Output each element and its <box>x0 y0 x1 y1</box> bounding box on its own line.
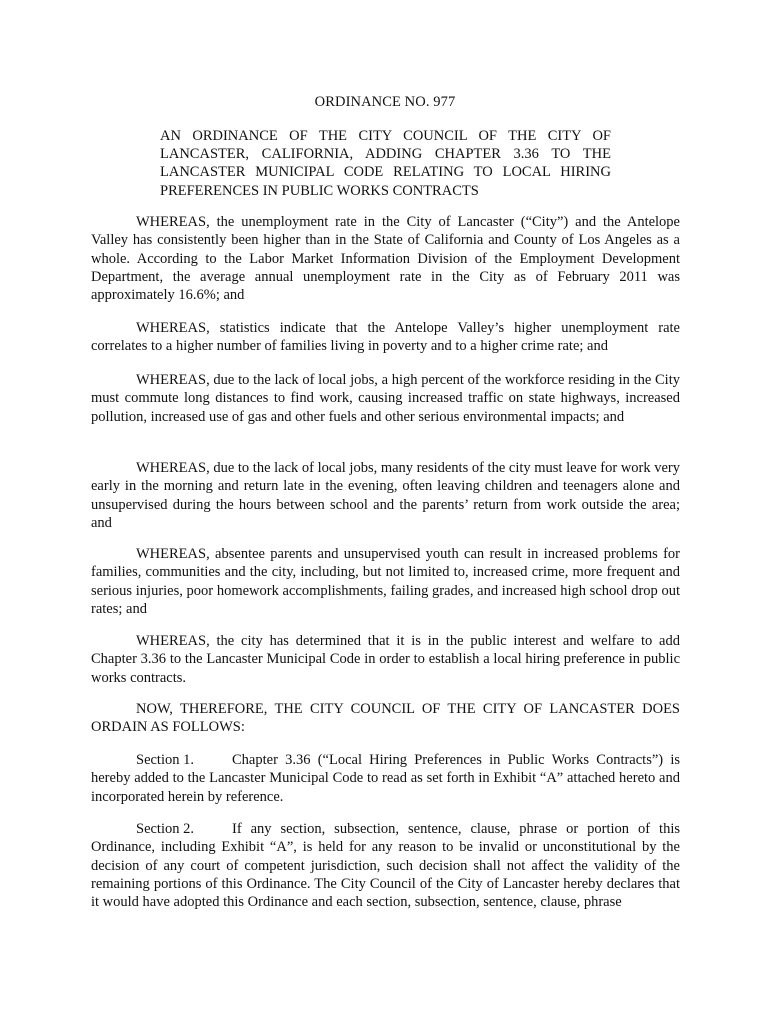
whereas-paragraph-6: WHEREAS, the city has determined that it is in the public interest and welfare to add Chapter 3.36 to the Lancaster Municipal Code in order to establish a local hiring preference in public works contracts. <box>91 633 680 686</box>
ordinance-subtitle: AN ORDINANCE OF THE CITY COUNCIL OF THE CITY OF LANCASTER, CALIFORNIA, ADDING CHAPTER 3.36 TO THE LANCASTER MUNICIPAL CODE RELATING TO LOCAL HIRING PREFERENCES IN PUBLIC WORKS CONTRACTS <box>160 128 611 199</box>
ordinance-title: ORDINANCE NO. 977 <box>314 94 456 110</box>
whereas-paragraph-4: WHEREAS, due to the lack of local jobs, many residents of the city must leave for work very early in the morning and return late in the evening, often leaving children and teenagers alone and unsupervised during the hours between school and the parents’ return from work outside the area; and <box>91 460 681 531</box>
section-2-label: Section 2. <box>136 821 194 837</box>
section-1-text: Chapter 3.36 (“Local Hiring Preferences in Public Works Contracts”) is hereby added to the Lancaster Municipal Code to read as set forth in Exhibit “A” attached hereto and incorporated herein by reference. <box>91 752 680 805</box>
whereas-paragraph-5: WHEREAS, absentee parents and unsupervised youth can result in increased problems for families, communities and the city, including, but not limited to, increased crime, more frequent and serious injuries, poor homework accomplishments, failing grades, and increased high school drop out rates; and <box>91 546 680 617</box>
whereas-paragraph-1: WHEREAS, the unemployment rate in the City of Lancaster (“City”) and the Antelope Valley has consistently been higher than in the State of California and County of Los Angeles as a whole. According to the Labor Market Information Division of the Employment Development Department, the average annual unemployment rate in the City as of February 2011 was approximately 16.6%; and <box>91 214 680 304</box>
whereas-paragraph-2: WHEREAS, statistics indicate that the Antelope Valley’s higher unemployment rate correlates to a higher number of families living in poverty and to a higher crime rate; and <box>91 320 680 355</box>
section-2-paragraph <box>91 820 680 911</box>
ordain-paragraph: NOW, THEREFORE, THE CITY COUNCIL OF THE CITY OF LANCASTER DOES ORDAIN AS FOLLOWS: <box>91 701 680 736</box>
whereas-paragraph-3: WHEREAS, due to the lack of local jobs, a high percent of the workforce residing in the City must commute long distances to find work, causing increased traffic on state highways, increased pollution, increased use of gas and other fuels and other serious environmental impacts; and <box>91 372 680 425</box>
section-2-text: If any section, subsection, sentence, clause, phrase or portion of this Ordinance, including Exhibit “A”, is held for any reason to be invalid or unconstitutional by the decision of any court of competent jurisdiction, such decision shall not affect the validity of the remaining portions of this Ordinance. The City Council of the City of Lancaster hereby declares that it would have adopted this Ordinance and each section, subsection, sentence, clause, phrase <box>91 821 680 911</box>
section-1-paragraph <box>91 751 680 806</box>
section-1-label: Section 1. <box>136 752 194 768</box>
